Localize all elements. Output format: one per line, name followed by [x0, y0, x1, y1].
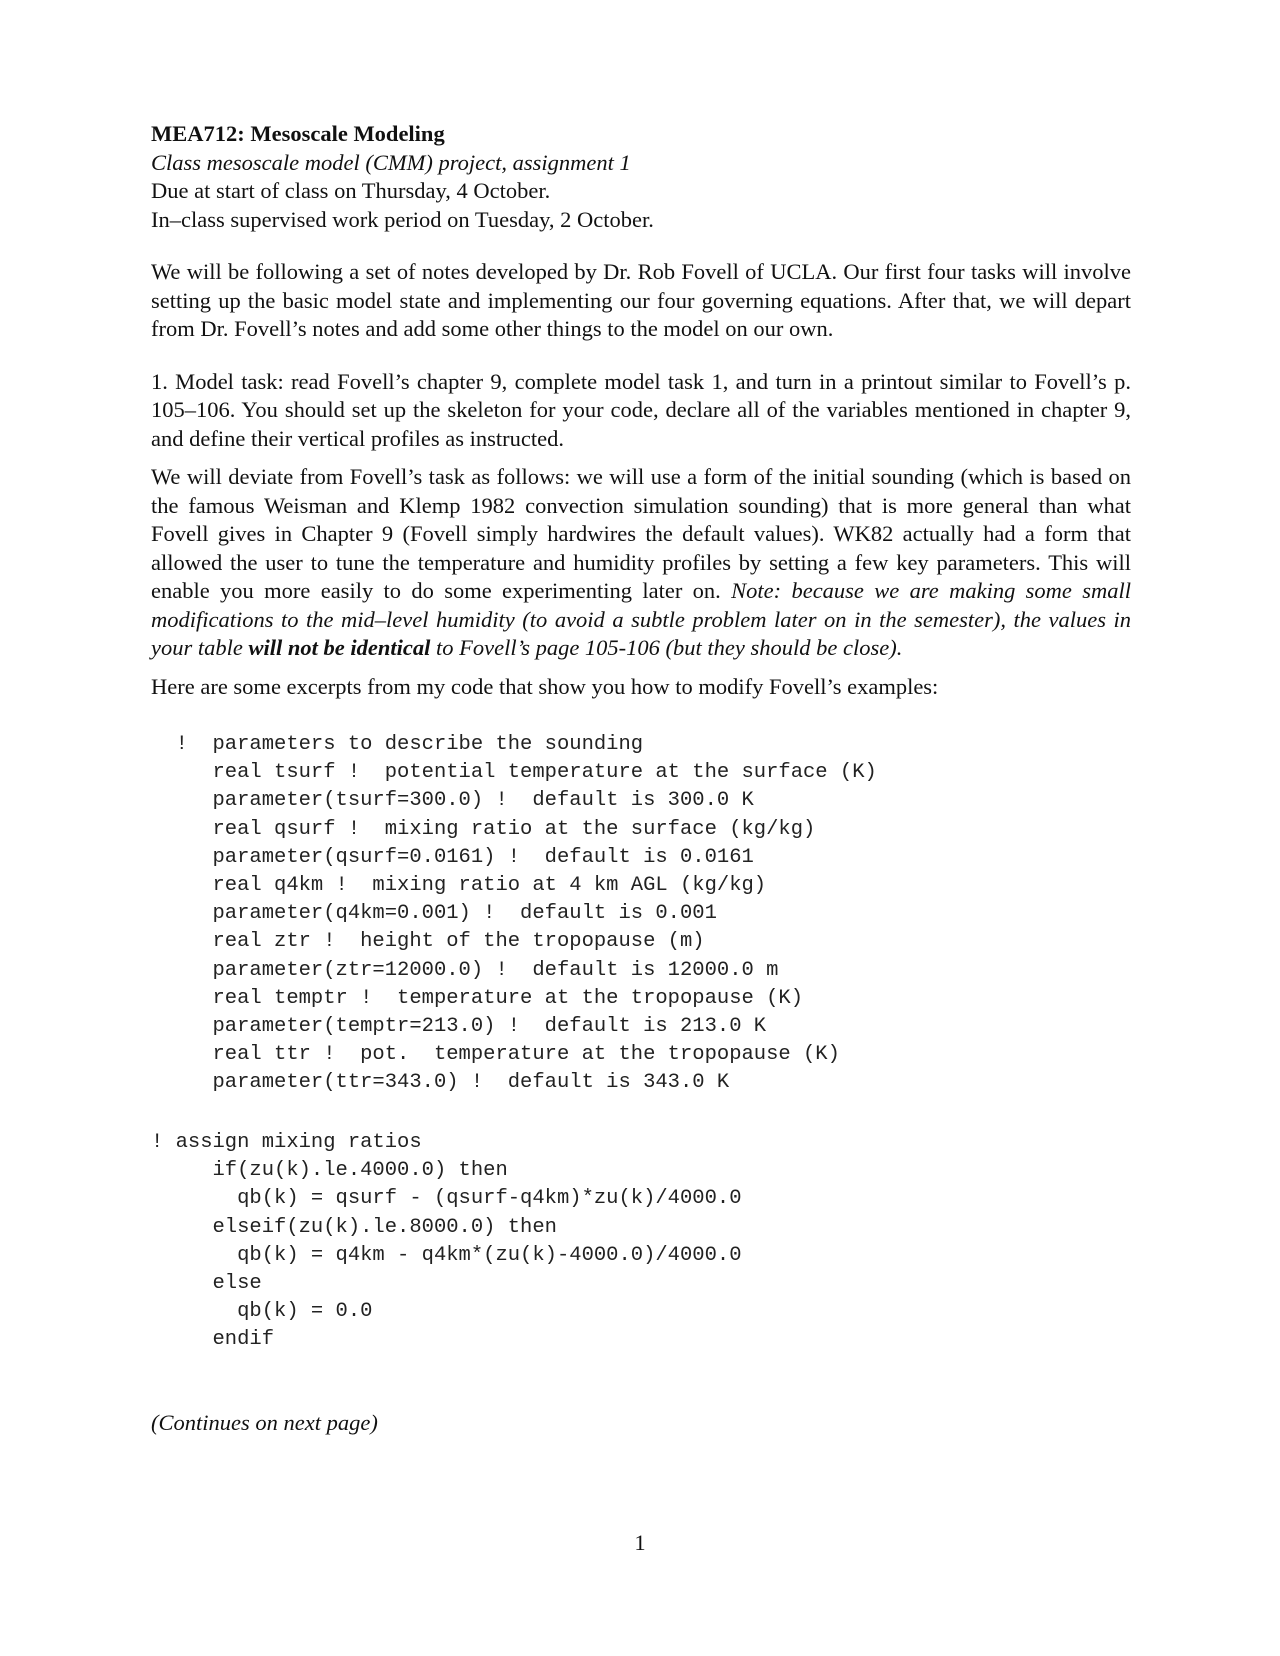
code-line: parameter(ttr=343.0) ! default is 343.0 K	[151, 1071, 730, 1095]
code-line: elseif(zu(k).le.8000.0) then	[151, 1215, 557, 1239]
course-title: MEA712: Mesoscale Modeling	[151, 121, 445, 146]
code-line: endif	[151, 1328, 275, 1352]
body-text	[151, 258, 1131, 701]
code-line: real ztr ! height of the tropopause (m)	[151, 930, 705, 954]
continues-note: (Continues on next page)	[151, 1410, 378, 1435]
code-line: parameter(qsurf=0.0161) ! default is 0.0161	[151, 845, 754, 869]
note-bold: will not be identical	[248, 635, 431, 660]
code-line: parameter(temptr=213.0) ! default is 213.0 K	[151, 1014, 767, 1038]
code-line: real ttr ! pot. temperature at the tropopause (K)	[151, 1043, 840, 1067]
code-block-parameters	[151, 731, 877, 1097]
inclass-line: In–class supervised work period on Tuesday, 2 October.	[151, 206, 654, 232]
code-line: ! assign mixing ratios	[151, 1131, 422, 1154]
code-line: qb(k) = 0.0	[151, 1300, 373, 1324]
note-end: to Fovell’s page 105-106 (but they should be close).	[436, 635, 903, 660]
note-italic: Note: because we are making some small modifications to the mid–level humidity (to avoid a subtle problem later on in the semester), the values in your table	[151, 578, 1132, 660]
code-line: parameter(tsurf=300.0) ! default is 300.0 K	[151, 789, 754, 813]
intro-paragraph: We will be following a set of notes developed by Dr. Rob Fovell of UCLA. Our first four tasks will involve setting up the basic model state and implementing our four governing equations. After that, we will depart from Dr. Fovell’s notes and add some other things to the model on our own.	[151, 259, 1131, 341]
code-line: parameter(ztr=12000.0) ! default is 12000.0 m	[151, 958, 779, 982]
code-line: real q4km ! mixing ratio at 4 km AGL (kg/kg)	[151, 873, 767, 897]
excerpts-intro: Here are some excerpts from my code that show you how to modify Fovell’s examples:	[151, 673, 939, 699]
deviate-paragraph	[151, 463, 1131, 663]
header	[151, 120, 654, 234]
code-line: real temptr ! temperature at the tropopause (K)	[151, 986, 804, 1010]
code-line: parameter(q4km=0.001) ! default is 0.001	[151, 902, 717, 926]
code-line: if(zu(k).le.4000.0) then	[151, 1159, 508, 1183]
code-line: qb(k) = qsurf - (qsurf-q4km)*zu(k)/4000.0	[151, 1187, 742, 1211]
code-block-mixing-ratios	[151, 1129, 742, 1355]
code-line: ! parameters to describe the sounding	[151, 733, 644, 756]
code-line: qb(k) = q4km - q4km*(zu(k)-4000.0)/4000.0	[151, 1243, 742, 1267]
page-number: 1	[634, 1530, 646, 1555]
code-line: else	[151, 1271, 262, 1295]
due-date-line: Due at start of class on Thursday, 4 October.	[151, 178, 551, 203]
task1-paragraph: 1. Model task: read Fovell’s chapter 9, complete model task 1, and turn in a printout similar to Fovell’s p. 105–106. You should set up the skeleton for your code, declare all of the variables mentioned in chapter 9, and define their vertical profiles as instructed.	[151, 368, 1131, 451]
deviate-text: We will deviate from Fovell’s task as follows: we will use a form of the initial sounding (which is based on the famous Weisman and Klemp 1982 convection simulation sounding) that is more general than what Fovell gives in Chapter 9 (Fovell simply hardwires the default values). WK82 actually had a form that allowed the user to tune the temperature and humidity profiles by setting a few key parameters. This will enable you more easily to do some experimenting later on.	[151, 464, 1131, 603]
code-line: real tsurf ! potential temperature at the surface (K)	[151, 761, 877, 785]
code-line: real qsurf ! mixing ratio at the surface (kg/kg)	[151, 817, 816, 841]
assignment-subtitle: Class mesoscale model (CMM) project, assignment 1	[151, 149, 631, 175]
